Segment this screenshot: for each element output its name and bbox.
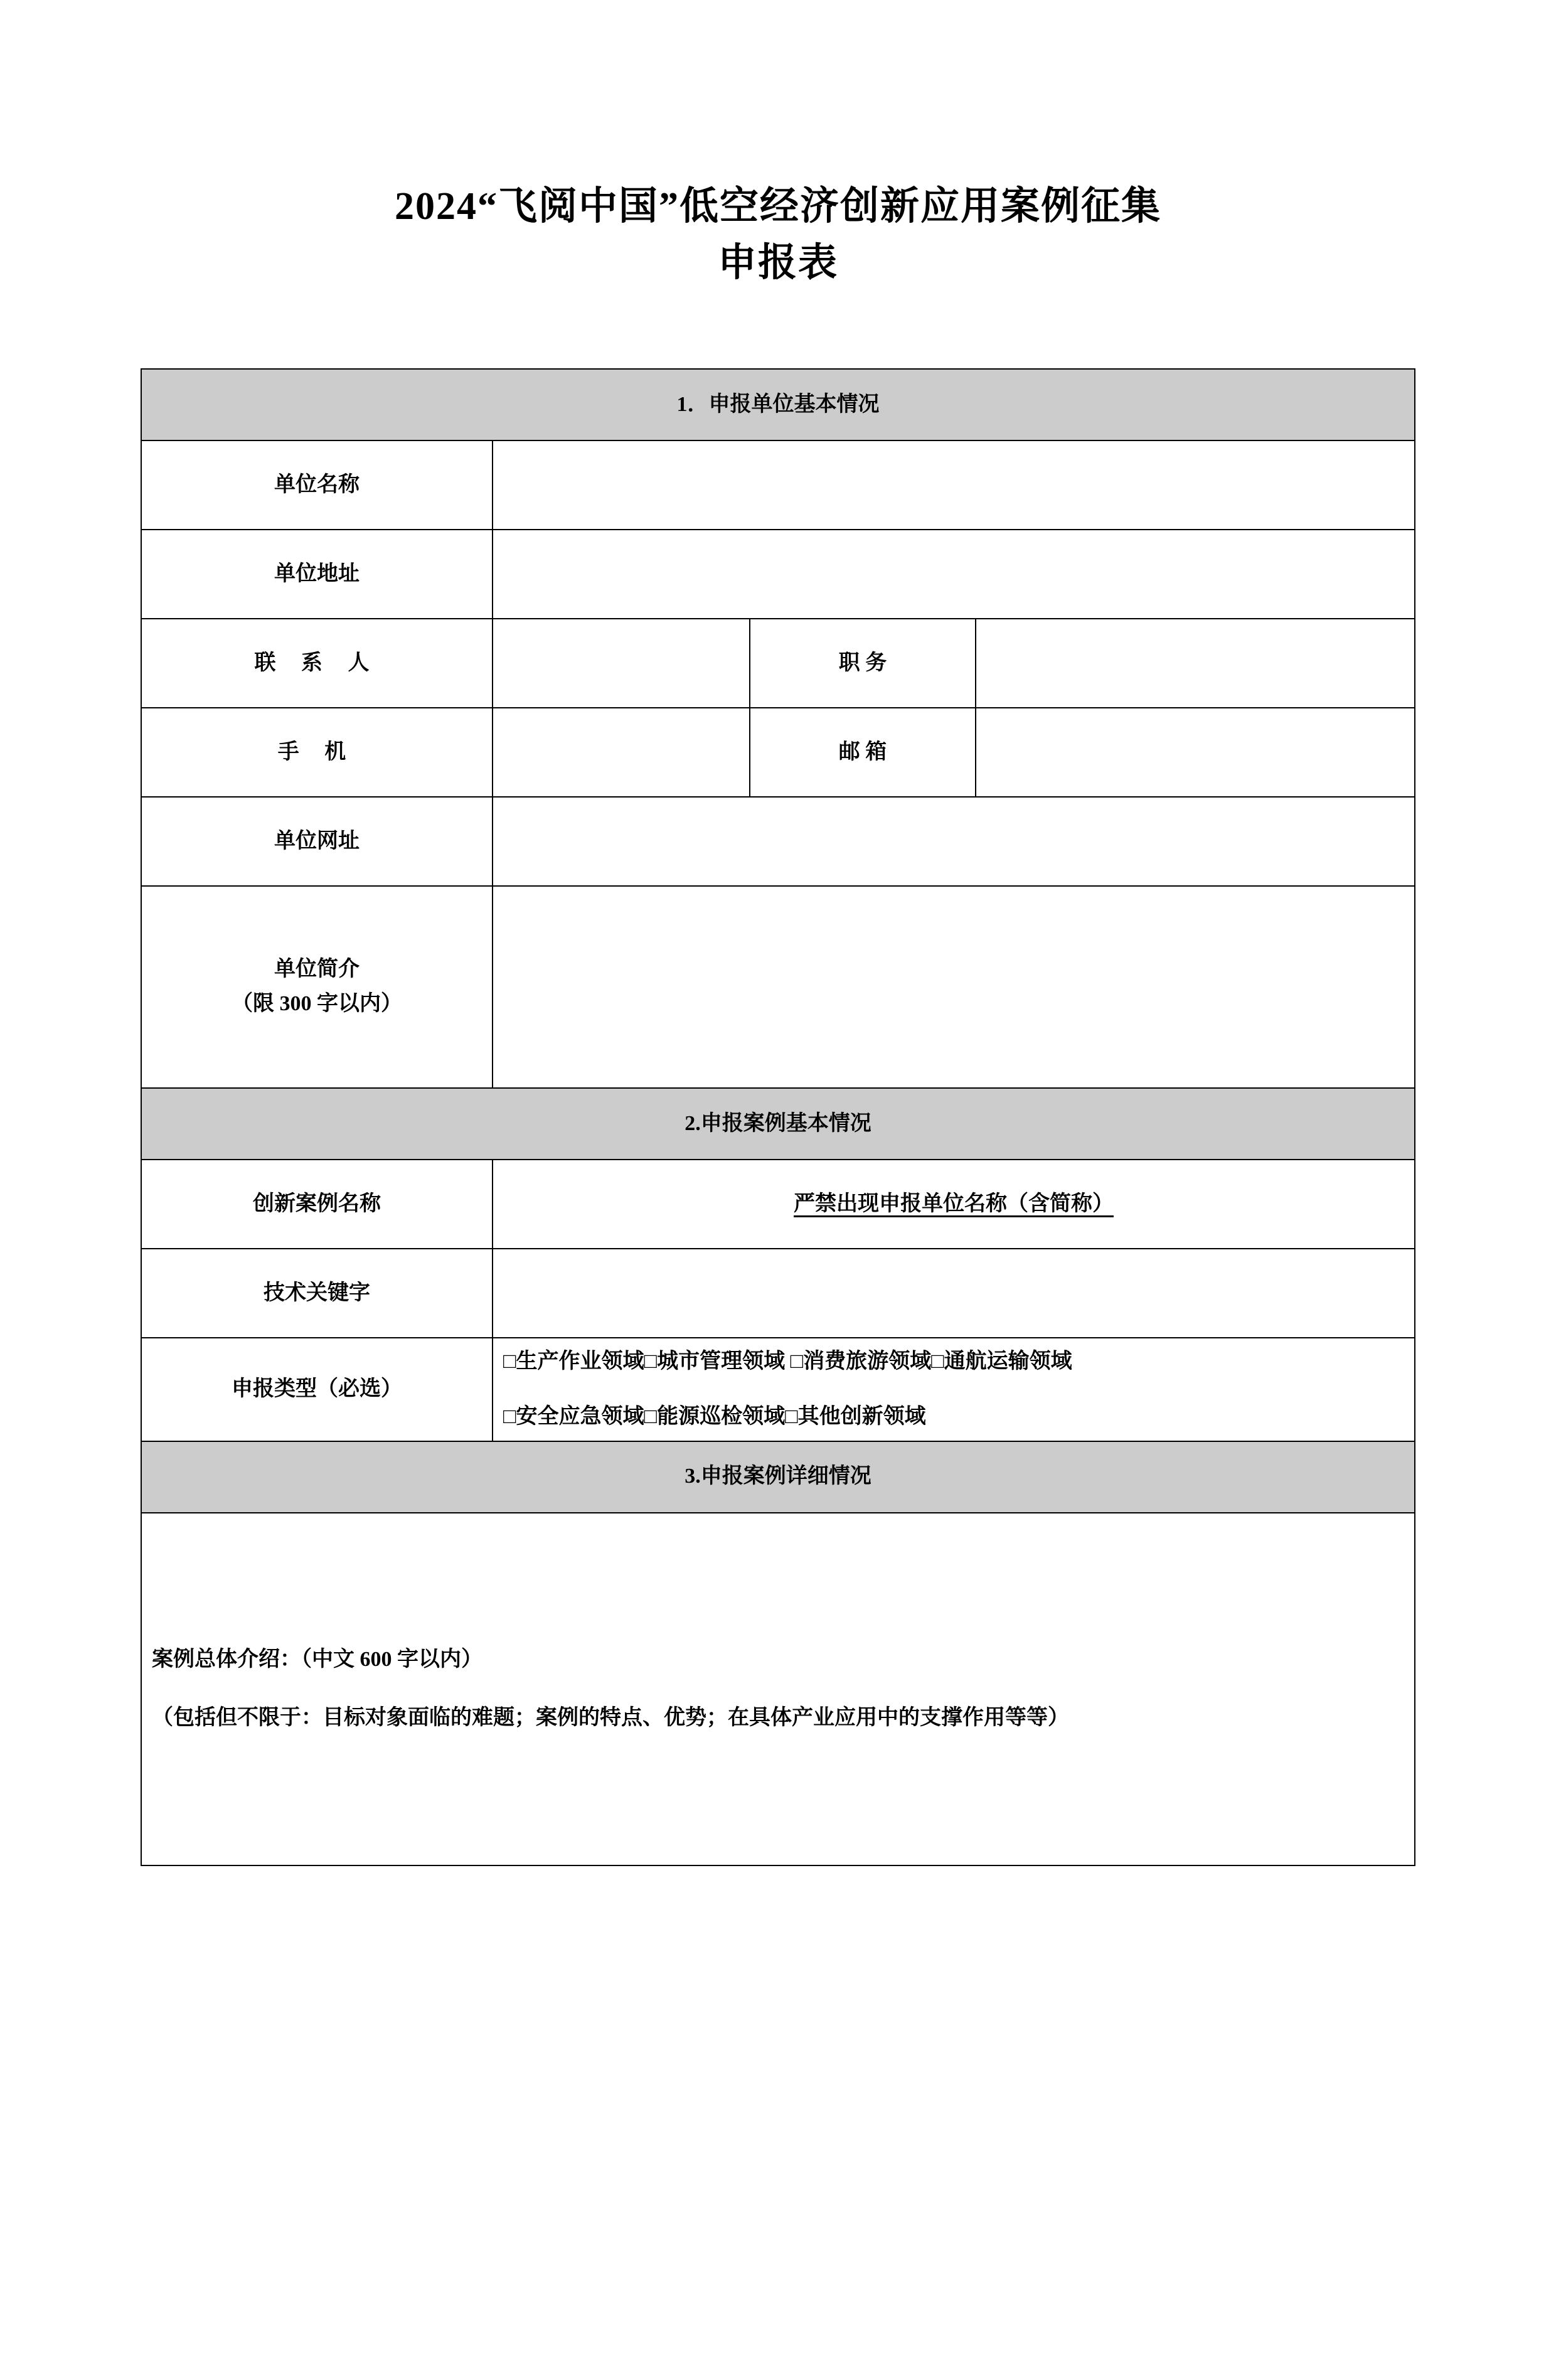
website-label: 单位网址: [141, 797, 493, 886]
mobile-input[interactable]: [493, 708, 750, 797]
type-options-row-1[interactable]: □生产作业领域□城市管理领域 □消费旅游领域□通航运输领域: [503, 1349, 1072, 1373]
table-row: [141, 708, 1415, 797]
contact-person-input[interactable]: [493, 619, 750, 708]
unit-name-label: 单位名称: [141, 440, 493, 530]
position-input[interactable]: [976, 619, 1415, 708]
case-name-label: 创新案例名称: [141, 1160, 493, 1249]
application-type-options: [493, 1338, 1415, 1441]
case-overview-hint: （包括但不限于：目标对象面临的难题；案例的特点、优势；在具体产业应用中的支撑作用等等）: [152, 1705, 1069, 1729]
case-overview-label: 案例总体介绍：（中文 600 字以内）: [152, 1648, 482, 1672]
tech-keywords-input[interactable]: [493, 1249, 1415, 1338]
unit-intro-label: [141, 886, 493, 1088]
email-label: 邮 箱: [750, 708, 976, 797]
website-input[interactable]: [493, 797, 1415, 886]
case-name-input[interactable]: [493, 1160, 1415, 1249]
table-row: [141, 369, 1415, 440]
unit-intro-label-line1: 单位简介: [274, 958, 360, 981]
section-1-heading: 1．申报单位基本情况: [141, 369, 1415, 440]
table-row: [141, 1249, 1415, 1338]
table-row: [141, 1338, 1415, 1441]
application-form-table: [141, 368, 1415, 1866]
section-3-heading: 3.申报案例详细情况: [141, 1441, 1415, 1513]
title-line-2: 申报表: [717, 241, 838, 284]
unit-address-input[interactable]: [493, 530, 1415, 619]
mobile-label: 手 机: [141, 708, 493, 797]
contact-person-label: 联 系 人: [141, 619, 493, 708]
table-row: [141, 1160, 1415, 1249]
table-row: [141, 1088, 1415, 1160]
case-overview-cell[interactable]: [141, 1513, 1415, 1865]
table-row: [141, 619, 1415, 708]
document-title: [0, 179, 1556, 292]
case-name-hint: 严禁出现申报单位名称（含简称）: [794, 1192, 1114, 1215]
position-label: 职 务: [750, 619, 976, 708]
unit-name-input[interactable]: [493, 440, 1415, 530]
email-input[interactable]: [976, 708, 1415, 797]
table-row: [141, 530, 1415, 619]
unit-intro-label-line2: （限 300 字以内）: [232, 991, 402, 1015]
table-row: [141, 1513, 1415, 1865]
section-2-heading: 2.申报案例基本情况: [141, 1088, 1415, 1160]
unit-intro-input[interactable]: [493, 886, 1415, 1088]
table-row: [141, 797, 1415, 886]
table-row: [141, 886, 1415, 1088]
unit-address-label: 单位地址: [141, 530, 493, 619]
table-row: [141, 440, 1415, 530]
type-options-row-2[interactable]: □安全应急领域□能源巡检领域□其他创新领域: [503, 1405, 926, 1429]
table-row: [141, 1441, 1415, 1513]
application-type-label: 申报类型（必选）: [141, 1338, 493, 1441]
title-line-1: 2024“飞阅中国”低空经济创新应用案例征集: [394, 185, 1161, 228]
document-page: [0, 179, 1556, 2380]
tech-keywords-label: 技术关键字: [141, 1249, 493, 1338]
